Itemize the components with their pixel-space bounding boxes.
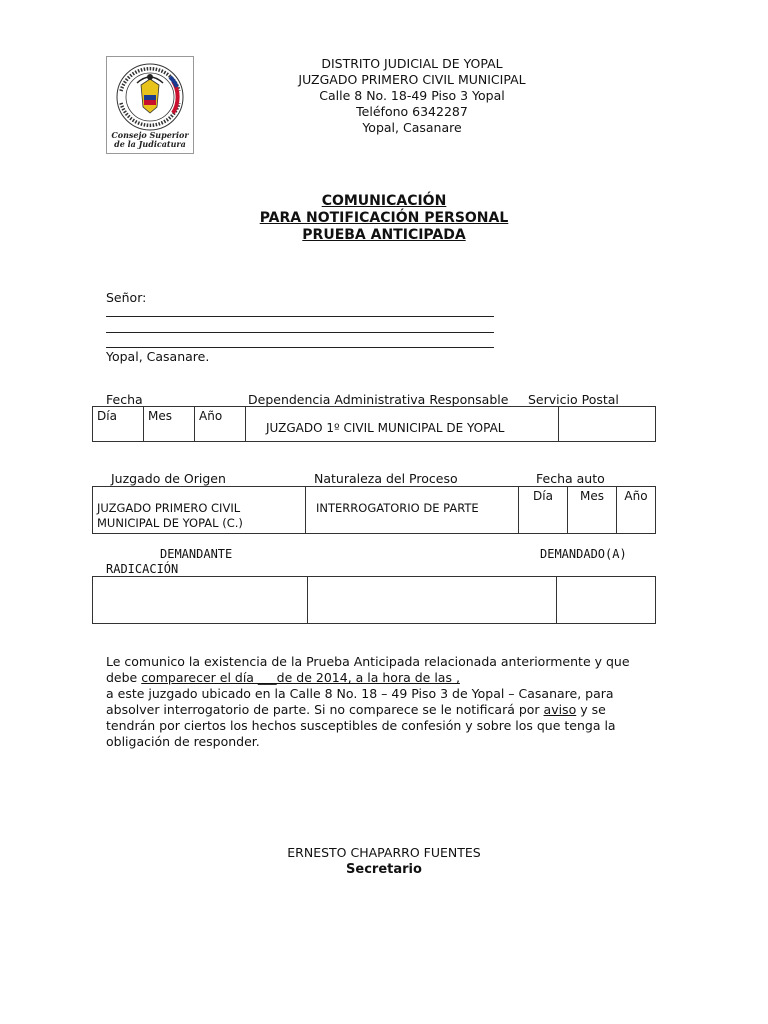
fecha-dependencia-table	[92, 406, 656, 442]
cell-naturaleza: INTERROGATORIO DE PARTE	[306, 487, 519, 534]
label-demandante: DEMANDANTE	[160, 547, 233, 561]
label-demandado: DEMANDADO(A)	[540, 547, 627, 561]
recipient-blank-line[interactable]	[106, 316, 494, 317]
cell-juzgado-origen: JUZGADO PRIMERO CIVIL MUNICIPAL DE YOPAL (C.)	[93, 487, 306, 534]
notice-line: debe comparecer el día ___de de 2014, a la hora de las ,	[106, 670, 460, 685]
header-district: DISTRITO JUDICIAL DE YOPAL	[321, 56, 503, 71]
document-title	[200, 193, 568, 244]
logo-caption-line2: de la Judicatura	[114, 139, 186, 149]
label-fecha: Fecha	[106, 392, 143, 407]
title-line2: PARA NOTIFICACIÓN PERSONAL	[259, 210, 509, 226]
header-address: Calle 8 No. 18-49 Piso 3 Yopal	[319, 88, 505, 103]
signer-role: Secretario	[346, 862, 422, 877]
cell-mes[interactable]: Mes	[144, 407, 195, 442]
recipient-salutation: Señor:	[106, 290, 147, 305]
recipient-blank-line[interactable]	[106, 332, 494, 333]
cell-anio[interactable]: Año	[195, 407, 246, 442]
notice-line: obligación de responder.	[106, 734, 260, 749]
logo-caption-line1: Consejo Superior	[111, 130, 189, 140]
cell-dependencia: JUZGADO 1º CIVIL MUNICIPAL DE YOPAL	[246, 407, 559, 442]
court-header	[230, 56, 594, 136]
cell-radicacion[interactable]	[308, 577, 557, 624]
label-dependencia: Dependencia Administrativa Responsable	[248, 392, 509, 407]
notice-line: absolver interrogatorio de parte. Si no comparece se le notificará por aviso y se	[106, 702, 606, 717]
cell-dia[interactable]: Día	[93, 407, 144, 442]
label-radicacion: RADICACIÓN	[106, 562, 179, 576]
cell-demandado[interactable]	[557, 577, 656, 624]
title-line1: COMUNICACIÓN	[321, 193, 447, 209]
cell-auto-anio[interactable]: Año	[617, 487, 656, 534]
recipient-blank-line[interactable]	[106, 347, 494, 348]
label-juzgado-origen: Juzgado de Origen	[111, 471, 226, 486]
recipient-city: Yopal, Casanare.	[106, 349, 210, 364]
notice-paragraph	[106, 654, 662, 750]
cell-servicio-postal[interactable]	[559, 407, 656, 442]
notice-line: tendrán por ciertos los hechos susceptibles de confesión y sobre los que tenga la	[106, 718, 616, 733]
header-city: Yopal, Casanare	[362, 120, 462, 135]
header-court: JUZGADO PRIMERO CIVIL MUNICIPAL	[298, 72, 526, 87]
signature-block	[200, 844, 568, 878]
notice-line: Le comunico la existencia de la Prueba Anticipada relacionada anteriormente y que	[106, 654, 630, 669]
signer-name: ERNESTO CHAPARRO FUENTES	[287, 845, 481, 860]
judicial-seal-logo	[106, 56, 194, 154]
header-phone: Teléfono 6342287	[356, 104, 468, 119]
partes-table	[92, 576, 656, 624]
notice-line: a este juzgado ubicado en la Calle 8 No. 18 – 49 Piso 3 de Yopal – Casanare, para	[106, 686, 614, 701]
proceso-table	[92, 486, 656, 534]
cell-auto-mes[interactable]: Mes	[568, 487, 617, 534]
cell-auto-dia[interactable]: Día	[519, 487, 568, 534]
label-fecha-auto: Fecha auto	[536, 471, 605, 486]
label-naturaleza: Naturaleza del Proceso	[314, 471, 458, 486]
cell-demandante[interactable]	[93, 577, 308, 624]
label-servicio-postal: Servicio Postal	[528, 392, 619, 407]
title-line3: PRUEBA ANTICIPADA	[302, 227, 466, 243]
